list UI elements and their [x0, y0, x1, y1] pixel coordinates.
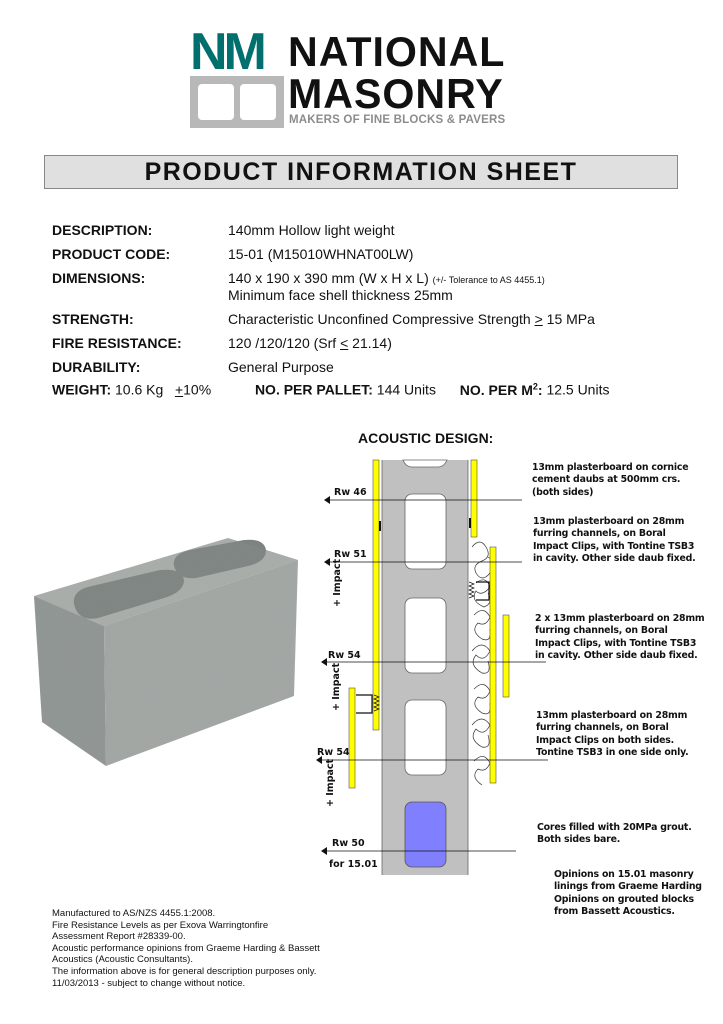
logo-block-icon	[190, 76, 284, 128]
footer-line: Acoustics (Acoustic Consultants).	[52, 954, 193, 966]
logo-monogram: NM	[190, 30, 284, 75]
arrow-left-icon	[324, 496, 330, 504]
block-core	[405, 494, 446, 569]
concrete-block	[34, 538, 298, 766]
block-core	[405, 700, 446, 775]
per-m2-colon: :	[537, 381, 543, 398]
note-line: Tontine TSB3 in one side only.	[536, 746, 689, 758]
note-line: 13mm plasterboard on 28mm	[536, 710, 688, 721]
note-line: 13mm plasterboard on cornice	[532, 462, 689, 473]
spec-label: DURABILITY:	[52, 359, 141, 375]
plasterboard-right-furred	[490, 547, 496, 783]
grout-filled-core	[405, 802, 446, 867]
footer-line: 11/03/2013 - subject to change without notice.	[52, 977, 246, 989]
impact-label: + Impact	[325, 758, 336, 807]
plasterboard-right-top	[471, 460, 477, 537]
note-line: in cavity. Other side daub fixed.	[535, 649, 698, 661]
note-line: Impact Clips, with Tontine TSB3	[535, 637, 697, 649]
arrow-left-icon	[321, 658, 327, 666]
arrow-left-icon	[321, 847, 327, 855]
spec-label: FIRE RESISTANCE:	[52, 335, 182, 351]
logo-tagline: MAKERS OF FINE BLOCKS & PAVERS	[289, 114, 506, 126]
acoustic-opinions	[554, 869, 702, 918]
per-m2-superscript: 2	[532, 381, 538, 391]
note-line: linings from Graeme Harding	[554, 881, 702, 893]
weight-row	[52, 381, 609, 398]
rating-label: Rw 46	[334, 487, 367, 498]
note-line: (both sides)	[532, 486, 594, 498]
spec-label: DIMENSIONS:	[52, 270, 146, 286]
footer-line: The information above is for general description purposes only.	[52, 965, 317, 977]
acoustic-heading: ACOUSTIC DESIGN:	[358, 430, 494, 446]
pallet-label: NO. PER PALLET:	[254, 381, 373, 398]
note-line: furring channels, on Boral	[533, 528, 666, 540]
note-line: Impact Clips, with Tontine TSB3	[533, 540, 695, 552]
footer-line: Fire Resistance Levels as per Exova Warringtonfire	[52, 919, 269, 931]
company-logo	[190, 30, 520, 130]
logo-brand-masonry: MASONRY	[288, 70, 504, 117]
footer-line: Acoustic performance opinions from Graeme Harding & Bassett	[52, 942, 320, 954]
acoustic-diagram	[300, 455, 560, 920]
note-line: from Bassett Acoustics.	[554, 905, 675, 917]
note-line: furring channels, on Boral	[536, 722, 669, 734]
impact-label: + Impact	[331, 662, 342, 711]
rating-label: Rw 54	[328, 650, 361, 661]
weight-value: 10.6 Kg	[115, 381, 164, 398]
note-line: Both sides bare.	[537, 834, 621, 846]
rating-label: Rw 50	[332, 838, 365, 849]
note-line: Impact Clips on both sides.	[536, 734, 675, 746]
greater-equal-symbol: >	[534, 311, 543, 327]
strength-text: Characteristic Unconfined Compressive Strength	[228, 311, 531, 327]
plasterboard-right-second-layer	[503, 615, 509, 697]
spec-label: DESCRIPTION:	[52, 222, 153, 238]
acoustic-note-2	[533, 516, 695, 565]
tolerance-note: (+/- Tolerance to AS 4455.1)	[432, 275, 545, 285]
per-m2-label	[460, 382, 543, 398]
note-line: in cavity. Other side daub fixed.	[533, 552, 696, 564]
plus-minus-symbol: +	[174, 381, 184, 398]
fire-text: 120 /120/120 (Srf	[228, 335, 337, 351]
spec-value: General Purpose	[228, 359, 334, 375]
per-m2-text: NO. PER M	[459, 381, 533, 398]
pallet-value: 144 Units	[376, 381, 436, 398]
spec-value-line2: Minimum face shell thickness 25mm	[228, 287, 453, 303]
spec-label: STRENGTH:	[52, 311, 134, 327]
weight-label: WEIGHT:	[52, 381, 112, 398]
logo-block-core	[198, 84, 234, 120]
note-line: Opinions on grouted blocks	[554, 893, 694, 905]
rating-label: Rw 51	[334, 549, 367, 560]
spec-value	[228, 311, 595, 328]
note-line: Cores filled with 20MPa grout.	[537, 822, 692, 833]
note-line: furring channels, on Boral	[535, 625, 668, 637]
strength-value: 15 MPa	[546, 311, 595, 327]
block-photo	[32, 518, 302, 768]
note-line: Opinions on 15.01 masonry	[554, 869, 694, 880]
footer-notes	[52, 908, 320, 989]
impact-label: + Impact	[332, 558, 343, 607]
page-title: PRODUCT INFORMATION SHEET	[44, 155, 678, 189]
spec-label: PRODUCT CODE:	[52, 246, 171, 262]
plasterboard-left	[373, 460, 379, 730]
footer-line: Manufactured to AS/NZS 4455.1:2008.	[52, 908, 216, 919]
acoustic-note-3	[535, 613, 704, 662]
less-equal-symbol: <	[340, 335, 349, 351]
acoustic-note-1	[532, 462, 688, 499]
rating-label: Rw 54	[317, 747, 350, 758]
weight-tolerance: 10%	[183, 381, 212, 398]
fire-value: 21.14)	[352, 335, 392, 351]
spec-value: 140mm Hollow light weight	[228, 222, 395, 238]
note-line: cement daubs at 500mm crs.	[532, 474, 681, 486]
rating-sublabel: for 15.01	[329, 859, 378, 870]
dimensions-value: 140 x 190 x 390 mm (W x H x L)	[228, 270, 429, 286]
arrow-left-icon	[324, 558, 330, 566]
acoustic-note-4	[536, 710, 689, 759]
spec-value: 15-01 (M15010WHNAT00LW)	[228, 246, 414, 262]
spec-value	[228, 335, 392, 352]
per-m2-value: 12.5 Units	[546, 381, 610, 398]
acoustic-note-5	[537, 822, 692, 847]
footer-line: Assessment Report #28339-00.	[52, 931, 186, 943]
note-line: 2 x 13mm plasterboard on 28mm	[535, 613, 705, 624]
note-line: 13mm plasterboard on 28mm	[533, 516, 685, 527]
logo-brand-national: NATIONAL	[288, 28, 506, 75]
logo-block-core	[240, 84, 276, 120]
plasterboard-left-furred	[349, 688, 355, 788]
